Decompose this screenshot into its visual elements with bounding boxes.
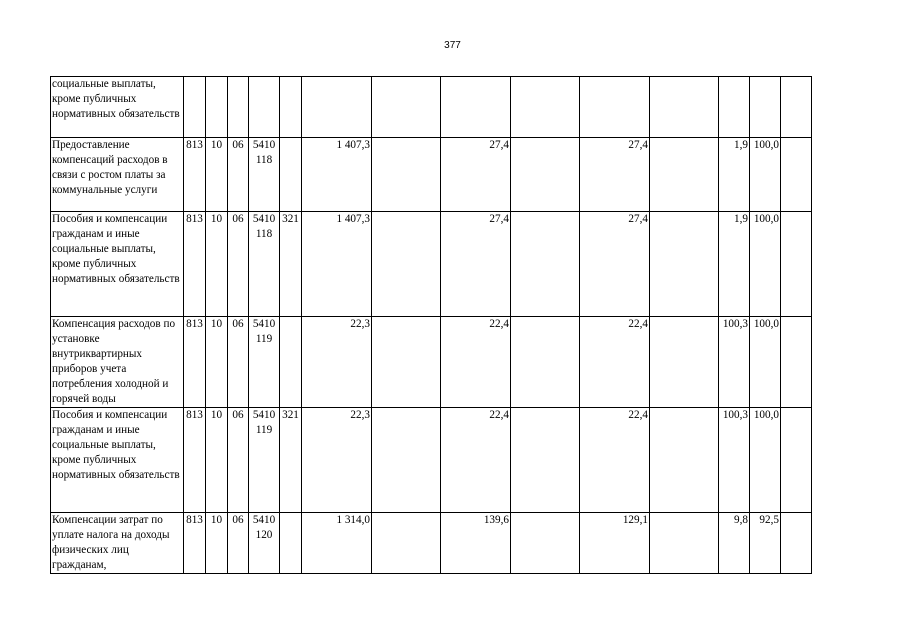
cell-value-6 <box>650 77 719 138</box>
cell-value-8 <box>750 77 781 138</box>
cell-ministry-code: 813 <box>184 513 206 574</box>
cell-value-3: 22,4 <box>441 317 511 408</box>
cell-empty <box>781 212 812 317</box>
cell-value-8: 92,5 <box>750 513 781 574</box>
cell-target-code: 5410 118 <box>249 138 280 212</box>
cell-expense-type <box>280 138 302 212</box>
cell-value-5: 22,4 <box>580 317 650 408</box>
row-name: Компенсация расходов по установке внутриквартирных приборов учета потребления холодной и горячей воды <box>51 317 184 408</box>
cell-value-1 <box>302 77 372 138</box>
cell-value-6 <box>650 408 719 513</box>
cell-expense-type <box>280 317 302 408</box>
cell-value-4 <box>511 317 580 408</box>
cell-value-5: 27,4 <box>580 138 650 212</box>
cell-value-4 <box>511 138 580 212</box>
cell-target-code: 5410 118 <box>249 212 280 317</box>
cell-value-2 <box>372 138 441 212</box>
cell-subsection-code: 06 <box>228 138 249 212</box>
cell-section-code: 10 <box>206 138 228 212</box>
cell-ministry-code: 813 <box>184 408 206 513</box>
cell-ministry-code <box>184 77 206 138</box>
cell-value-7: 100,3 <box>719 408 750 513</box>
cell-value-4 <box>511 408 580 513</box>
table-row <box>51 408 812 513</box>
cell-empty <box>781 138 812 212</box>
cell-value-2 <box>372 408 441 513</box>
cell-value-6 <box>650 513 719 574</box>
table-row <box>51 317 812 408</box>
cell-empty <box>781 77 812 138</box>
cell-value-5: 22,4 <box>580 408 650 513</box>
cell-ministry-code: 813 <box>184 317 206 408</box>
budget-table <box>50 76 812 574</box>
cell-value-7 <box>719 77 750 138</box>
row-name: Предоставление компенсаций расходов в связи с ростом платы за коммунальные услуги <box>51 138 184 212</box>
cell-empty <box>781 408 812 513</box>
cell-target-code: 5410 119 <box>249 408 280 513</box>
cell-subsection-code: 06 <box>228 212 249 317</box>
cell-value-4 <box>511 212 580 317</box>
cell-value-1: 22,3 <box>302 408 372 513</box>
table-row <box>51 212 812 317</box>
cell-value-8: 100,0 <box>750 408 781 513</box>
cell-ministry-code: 813 <box>184 138 206 212</box>
cell-expense-type: 321 <box>280 212 302 317</box>
cell-value-5: 27,4 <box>580 212 650 317</box>
cell-section-code <box>206 77 228 138</box>
cell-value-8: 100,0 <box>750 212 781 317</box>
page-number: 377 <box>444 40 461 51</box>
cell-subsection-code: 06 <box>228 513 249 574</box>
table-row <box>51 138 812 212</box>
cell-target-code: 5410 119 <box>249 317 280 408</box>
cell-value-1: 1 407,3 <box>302 212 372 317</box>
cell-value-3: 27,4 <box>441 138 511 212</box>
cell-value-6 <box>650 138 719 212</box>
cell-expense-type <box>280 513 302 574</box>
cell-value-3: 22,4 <box>441 408 511 513</box>
cell-section-code: 10 <box>206 212 228 317</box>
cell-value-2 <box>372 212 441 317</box>
cell-section-code: 10 <box>206 317 228 408</box>
cell-value-7: 9,8 <box>719 513 750 574</box>
cell-value-1: 22,3 <box>302 317 372 408</box>
cell-value-6 <box>650 212 719 317</box>
table-row <box>51 513 812 574</box>
cell-value-6 <box>650 317 719 408</box>
cell-value-1: 1 314,0 <box>302 513 372 574</box>
cell-subsection-code: 06 <box>228 317 249 408</box>
cell-expense-type: 321 <box>280 408 302 513</box>
cell-section-code: 10 <box>206 408 228 513</box>
cell-value-1: 1 407,3 <box>302 138 372 212</box>
cell-value-7: 100,3 <box>719 317 750 408</box>
cell-value-2 <box>372 317 441 408</box>
cell-value-7: 1,9 <box>719 212 750 317</box>
row-name: Пособия и компенсации гражданам и иные социальные выплаты, кроме публичных нормативных обязательств <box>51 408 184 513</box>
cell-value-5: 129,1 <box>580 513 650 574</box>
cell-target-code: 5410 120 <box>249 513 280 574</box>
cell-value-3: 139,6 <box>441 513 511 574</box>
table-row <box>51 77 812 138</box>
cell-value-2 <box>372 513 441 574</box>
cell-empty <box>781 317 812 408</box>
cell-value-8: 100,0 <box>750 317 781 408</box>
cell-subsection-code <box>228 77 249 138</box>
row-name: Компенсации затрат по уплате налога на доходы физических лиц гражданам, <box>51 513 184 574</box>
cell-value-3: 27,4 <box>441 212 511 317</box>
cell-subsection-code: 06 <box>228 408 249 513</box>
cell-section-code: 10 <box>206 513 228 574</box>
cell-value-4 <box>511 513 580 574</box>
cell-value-3 <box>441 77 511 138</box>
row-name: социальные выплаты, кроме публичных нормативных обязательств <box>51 77 184 138</box>
cell-value-2 <box>372 77 441 138</box>
cell-value-7: 1,9 <box>719 138 750 212</box>
cell-ministry-code: 813 <box>184 212 206 317</box>
cell-target-code <box>249 77 280 138</box>
cell-value-8: 100,0 <box>750 138 781 212</box>
row-name: Пособия и компенсации гражданам и иные социальные выплаты, кроме публичных нормативных обязательств <box>51 212 184 317</box>
cell-value-5 <box>580 77 650 138</box>
cell-value-4 <box>511 77 580 138</box>
cell-empty <box>781 513 812 574</box>
cell-expense-type <box>280 77 302 138</box>
